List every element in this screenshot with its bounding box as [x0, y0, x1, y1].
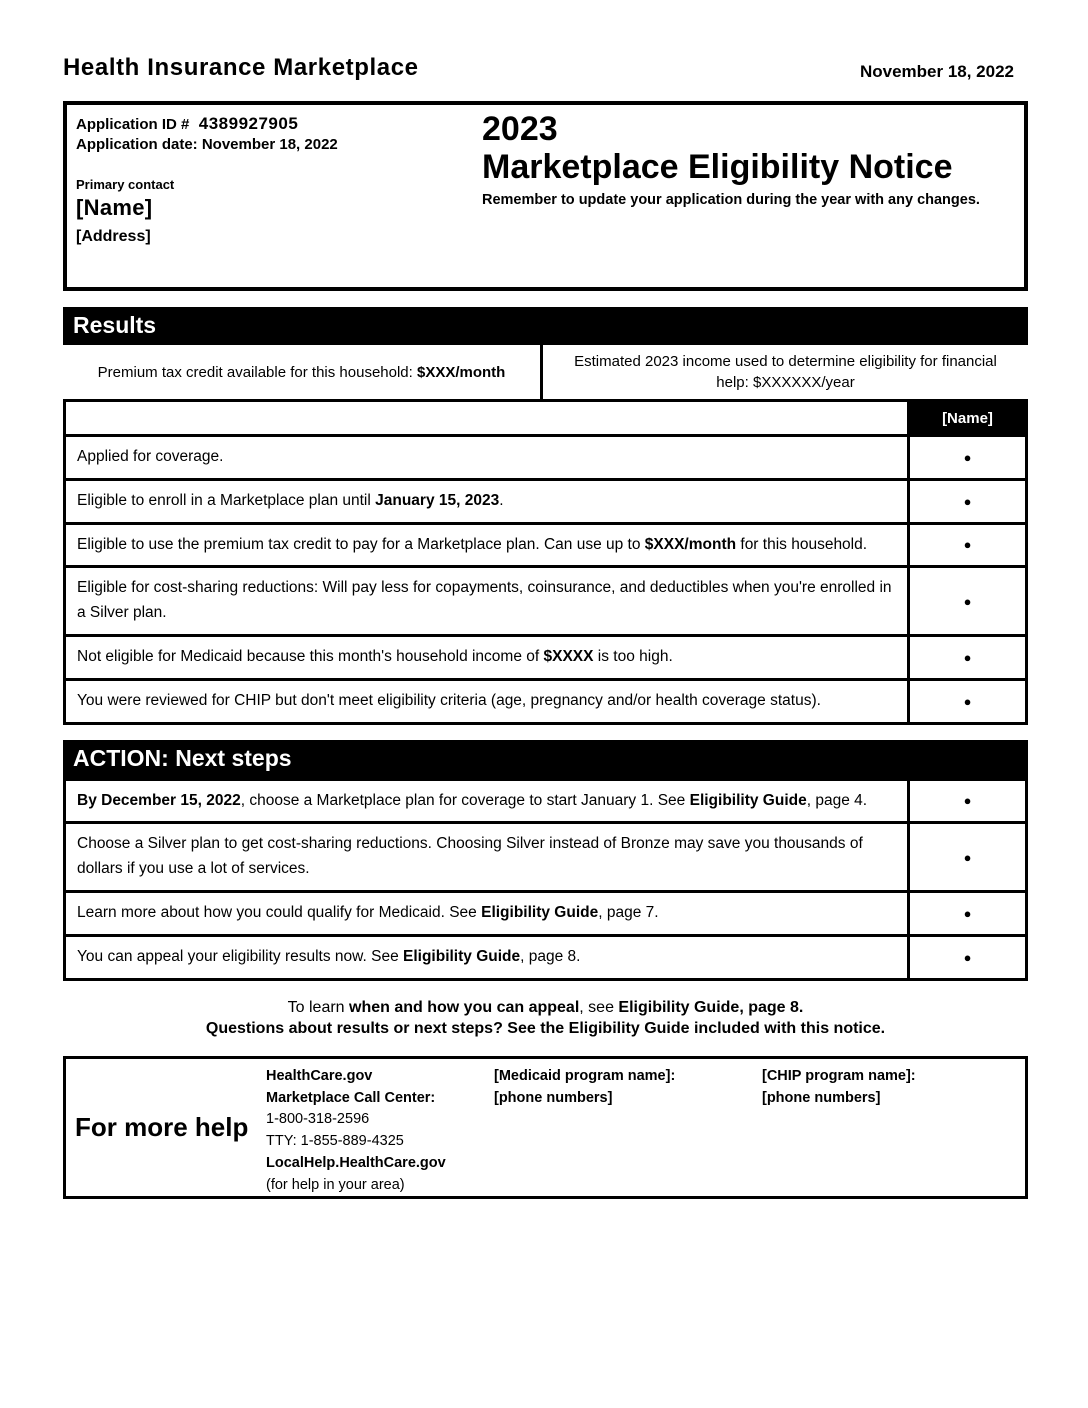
row-text: By December 15, 2022, choose a Marketplace plan for coverage to start January 1. See Eligibility Guide, page 4.: [77, 791, 868, 809]
application-id-value: 4389927905: [198, 114, 299, 133]
applicant-info-box: [63, 101, 1028, 291]
table-row: [66, 434, 1025, 478]
table-row: [66, 478, 1025, 522]
application-date-line: Application date: November 18, 2022: [76, 136, 338, 153]
medicaid-program-info: [494, 1059, 762, 1197]
contact-line-area-note: (for help in your area): [266, 1176, 405, 1193]
table-row: [66, 781, 1025, 822]
action-table: [63, 778, 1028, 981]
results-table-header-row: [66, 402, 1025, 434]
document-body: [63, 0, 1028, 1199]
premium-tax-credit-text: Premium tax credit available for this household: $XXX/month: [97, 363, 506, 381]
results-summary-row: [63, 345, 1028, 399]
results-header-spacer: [66, 402, 907, 434]
eligibility-dot: ●: [907, 893, 1025, 934]
chip-phone-numbers: [phone numbers]: [762, 1089, 881, 1106]
notice-year: 2023: [482, 110, 558, 148]
appeal-note-line1: To learn when and how you can appeal, see Eligibility Guide, page 8.: [287, 998, 804, 1016]
marketplace-logo: Health Insurance Marketplace: [63, 54, 419, 81]
table-row: [66, 678, 1025, 722]
table-row: [66, 890, 1025, 934]
table-row: [66, 565, 1025, 634]
notice-title: Marketplace Eligibility Notice: [482, 148, 953, 187]
contact-line-tty: TTY: 1-855-889-4325: [266, 1133, 404, 1149]
row-text: Eligible to enroll in a Marketplace plan until January 15, 2023.: [77, 491, 504, 509]
contact-line-phone: 1-800-318-2596: [266, 1111, 370, 1128]
name-column-header: [Name]: [907, 402, 1025, 434]
medicaid-phone-numbers: [phone numbers]: [494, 1089, 613, 1106]
table-row: [66, 821, 1025, 890]
help-box: [63, 1056, 1028, 1200]
appeal-notes: [63, 997, 1028, 1040]
eligibility-dot: ●: [907, 937, 1025, 978]
estimated-income-text: Estimated 2023 income used to determine eligibility for financial help: $XXXXXX/year: [574, 353, 997, 391]
table-row: [66, 934, 1025, 978]
applicant-details: [67, 105, 482, 287]
row-text: You can appeal your eligibility results now. See Eligibility Guide, page 8.: [77, 947, 581, 965]
application-id-label: Application ID #: [76, 116, 190, 133]
primary-contact-address: [Address]: [76, 228, 151, 245]
primary-contact-label: Primary contact: [76, 177, 175, 192]
appeal-note-line2: Questions about results or next steps? See the Eligibility Guide included with this notice.: [205, 1020, 886, 1038]
eligibility-dot: ●: [907, 637, 1025, 678]
row-text: Choose a Silver plan to get cost-sharing reductions. Choosing Silver instead of Bronze may save you thousands of dollars if you use a lot of services.: [77, 835, 863, 878]
results-section-bar: [63, 307, 1028, 345]
action-section-title: ACTION: Next steps: [73, 744, 292, 771]
eligibility-dot: ●: [907, 681, 1025, 722]
masthead: [63, 54, 1028, 82]
action-section-bar: [63, 740, 1028, 778]
table-row: [66, 522, 1025, 566]
premium-tax-credit-cell: [63, 345, 543, 399]
results-table: [63, 399, 1028, 725]
contact-line-localhelp: LocalHelp.HealthCare.gov: [266, 1154, 446, 1171]
primary-contact-name: [Name]: [76, 195, 153, 220]
results-section-title: Results: [73, 312, 157, 338]
help-contact-list: [266, 1059, 494, 1197]
row-text: Learn more about how you could qualify for Medicaid. See Eligibility Guide, page 7.: [77, 903, 659, 921]
row-text: Eligible for cost-sharing reductions: Will pay less for copayments, coinsurance, and deductibles when you're enrolled in a Silver plan.: [77, 579, 892, 622]
eligibility-dot: ●: [907, 568, 1025, 634]
row-text: Not eligible for Medicaid because this month's household income of $XXXX is too high.: [77, 647, 673, 665]
notice-subtitle: Remember to update your application during the year with any changes.: [482, 192, 980, 209]
row-text: Applied for coverage.: [77, 448, 224, 465]
eligibility-dot: ●: [907, 481, 1025, 522]
chip-program-info: [762, 1059, 1025, 1197]
medicaid-program-name: [Medicaid program name]:: [494, 1067, 676, 1084]
estimated-income-cell: [543, 345, 1028, 399]
eligibility-dot: ●: [907, 437, 1025, 478]
row-text: You were reviewed for CHIP but don't meet eligibility criteria (age, pregnancy and/or health coverage status).: [77, 691, 821, 709]
eligibility-dot: ●: [907, 824, 1025, 890]
eligibility-dot: ●: [907, 525, 1025, 566]
notice-heading: [482, 105, 1024, 287]
help-box-title: For more help: [75, 1112, 249, 1142]
contact-line-healthcare-gov: HealthCare.gov: [266, 1067, 373, 1084]
eligibility-dot: ●: [907, 781, 1025, 822]
chip-program-name: [CHIP program name]:: [762, 1067, 916, 1084]
row-text: Eligible to use the premium tax credit to pay for a Marketplace plan. Can use up to $XXX/month for this household.: [77, 535, 868, 553]
application-id-line: [76, 114, 482, 134]
notice-date: November 18, 2022: [859, 62, 1014, 81]
contact-line-call-center: Marketplace Call Center:: [266, 1089, 436, 1106]
table-row: [66, 634, 1025, 678]
